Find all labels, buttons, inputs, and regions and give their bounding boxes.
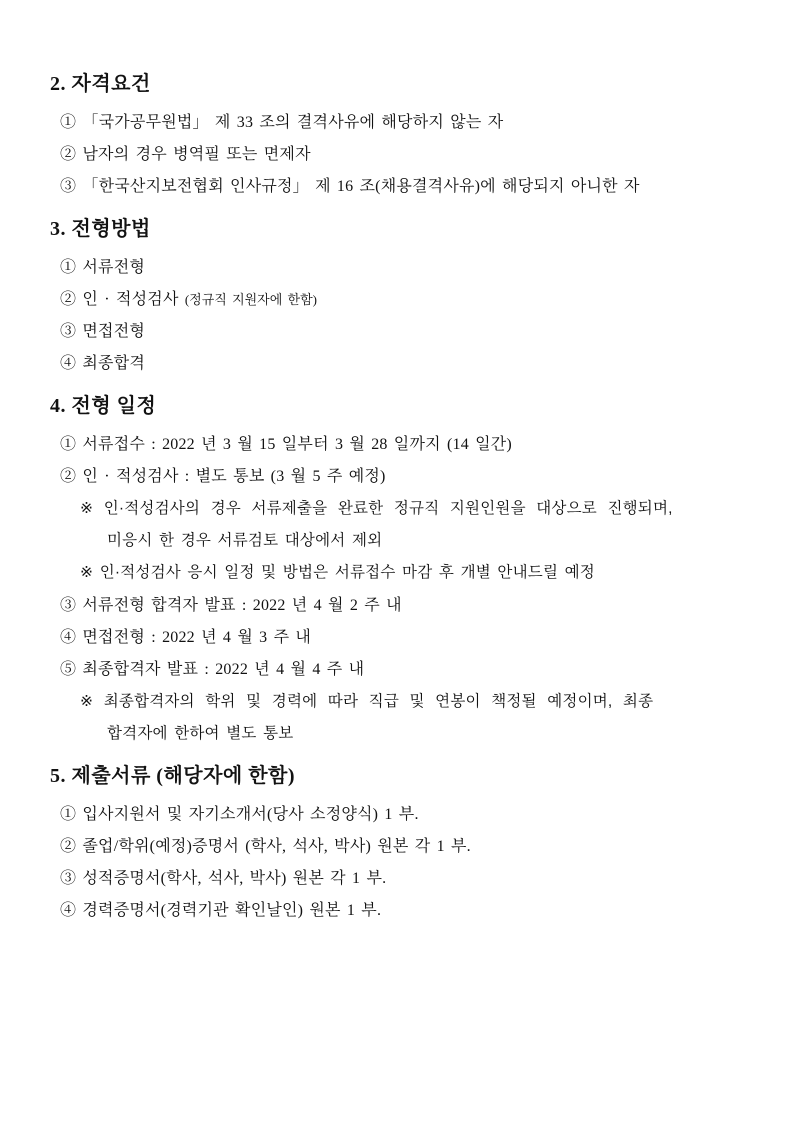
line-text: ⑤ 최종합격자 발표 : 2022 년 4 월 4 주 내 (60, 661, 365, 678)
list-item (50, 259, 743, 276)
line-text: ※ 인·적성검사의 경우 서류제출을 완료한 정규직 지원인원을 대상으로 진행되며, (80, 500, 673, 517)
list-item (50, 323, 743, 340)
line-text: 미응시 한 경우 서류검토 대상에서 제외 (107, 532, 383, 549)
list-item (50, 661, 743, 678)
list-item (50, 870, 743, 887)
line-text: ③ 서류전형 합격자 발표 : 2022 년 4 월 2 주 내 (60, 597, 402, 614)
section-submission-documents (50, 766, 743, 919)
list-item (50, 838, 743, 855)
list-item (50, 178, 743, 195)
line-text: ② 인 · 적성검사 (60, 291, 185, 308)
line-text: ① 입사지원서 및 자기소개서(당사 소정양식) 1 부. (60, 806, 419, 823)
note-line (50, 564, 743, 581)
line-text: ① 「국가공무원법」 제 33 조의 결격사유에 해당하지 않는 자 (60, 114, 504, 131)
section-qualifications (50, 74, 743, 195)
note-line (50, 693, 743, 710)
line-text: ※ 최종합격자의 학위 및 경력에 따라 직급 및 연봉이 책정될 예정이며, 최종 (80, 693, 654, 710)
line-text: ※ 인·적성검사 응시 일정 및 방법은 서류접수 마감 후 개별 안내드릴 예정 (80, 564, 595, 581)
line-text: ③ 「한국산지보전협회 인사규정」 제 16 조(채용결격사유)에 해당되지 아니한 자 (60, 178, 640, 195)
note-line (50, 532, 743, 549)
line-text: ② 인 · 적성검사 : 별도 통보 (3 월 5 주 예정) (60, 468, 386, 485)
line-text: ④ 경력증명서(경력기관 확인날인) 원본 1 부. (60, 902, 382, 919)
list-item (50, 114, 743, 131)
list-item (50, 291, 743, 308)
line-text: ③ 면접전형 (60, 323, 146, 340)
section-heading: 5. 제출서류 (해당자에 한함) (50, 765, 296, 787)
section-heading: 3. 전형방법 (50, 218, 151, 240)
line-text: ① 서류전형 (60, 259, 146, 276)
list-item (50, 806, 743, 823)
line-text: ① 서류접수 : 2022 년 3 월 15 일부터 3 월 28 일까지 (14 일간) (60, 436, 512, 453)
section-selection-method (50, 219, 743, 372)
line-text-small: (정규직 지원자에 한함) (184, 292, 317, 307)
section-heading: 2. 자격요건 (50, 73, 151, 95)
list-item (50, 436, 743, 453)
list-item (50, 355, 743, 372)
line-text: 합격자에 한하여 별도 통보 (107, 725, 294, 742)
note-line (50, 500, 743, 517)
line-text: ④ 면접전형 : 2022 년 4 월 3 주 내 (60, 629, 312, 646)
line-text: ③ 성적증명서(학사, 석사, 박사) 원본 각 1 부. (60, 870, 387, 887)
list-item (50, 629, 743, 646)
note-line (50, 725, 743, 742)
list-item (50, 902, 743, 919)
list-item (50, 597, 743, 614)
section-selection-schedule (50, 396, 743, 742)
list-item (50, 468, 743, 485)
line-text: ② 졸업/학위(예정)증명서 (학사, 석사, 박사) 원본 각 1 부. (60, 838, 471, 855)
list-item (50, 146, 743, 163)
section-heading: 4. 전형 일정 (50, 395, 157, 417)
line-text: ④ 최종합격 (60, 355, 146, 372)
document-body (50, 74, 743, 919)
line-text: ② 남자의 경우 병역필 또는 면제자 (60, 146, 311, 163)
